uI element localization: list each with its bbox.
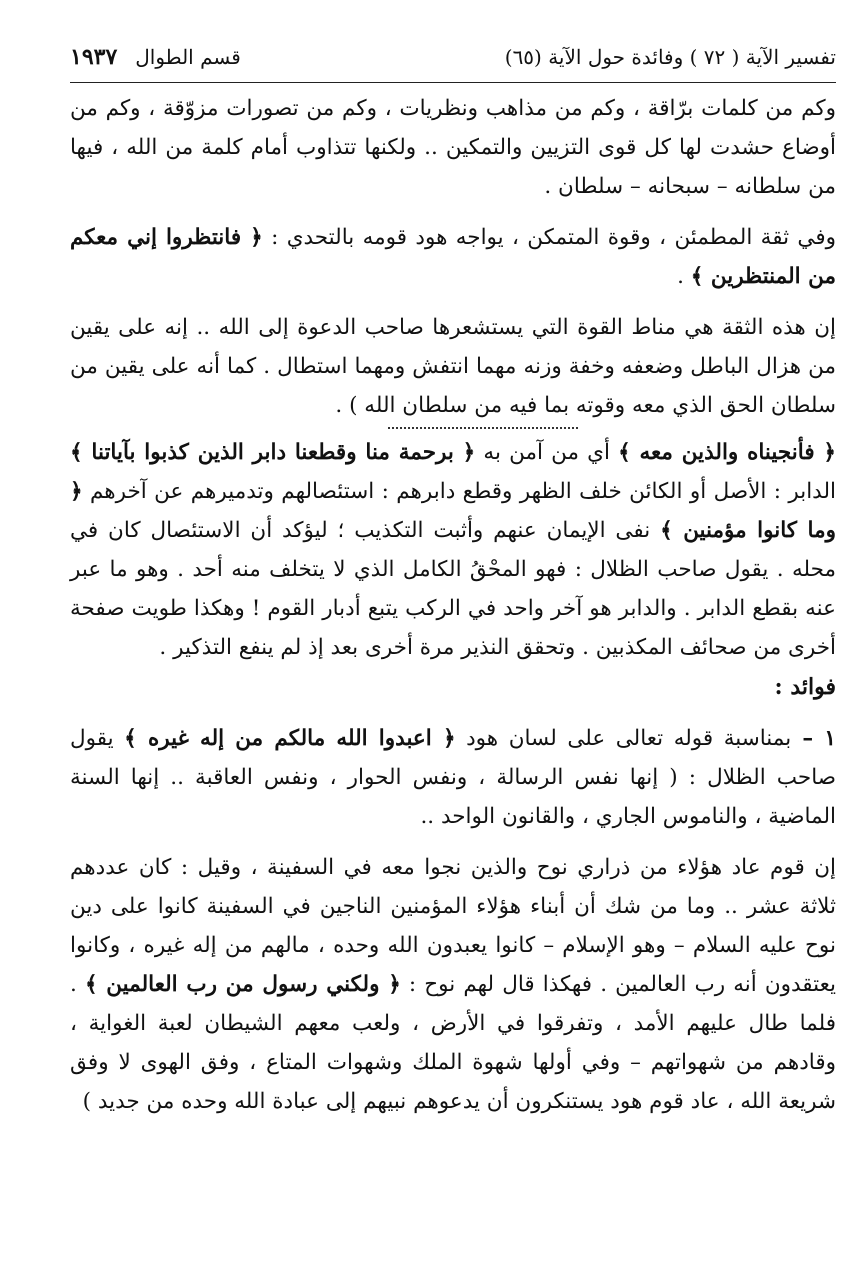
- paragraph-text: نفى الإيمان عنهم وأثبت التكذيب ؛ ليؤكد أن الاستئصال كان في محله . يقول صاحب الظلال : فهو المحْقُ الكامل الذي لا يتخلف منه أحد . وهو ما عبر عنه بقطع الدابر . والدابر هو آخر واحد في الركب يتبع أدبار القوم ! وهكذا طويت صفحة أخرى من صحائف المكذبين . وتحقق النذير مرة أخرى بعد إذ لم ينفع التذكير .: [70, 518, 836, 660]
- page-number: ١٩٣٧: [70, 44, 118, 70]
- paragraph-benefit-1: [70, 719, 836, 836]
- dotted-separator: [388, 427, 578, 429]
- header-rule: [70, 82, 836, 83]
- paragraph-3: [70, 308, 836, 425]
- quran-quote: ﴿ ولكني رسول من رب العالمين ﴾: [84, 972, 401, 997]
- paragraph-text: يقول صاحب الظلال : ( إنها نفس الرسالة ، ونفس الحوار ، ونفس العاقبة .. إنها السنة الماضية ، والناموس الجاري ، والقانون الواحد ..: [70, 726, 836, 829]
- paragraph-1: [70, 89, 836, 206]
- quran-quote: ﴿ برحمة منا وقطعنا دابر الذين كذبوا بآياتنا ﴾: [70, 440, 476, 465]
- paragraph-text: أي من آمن به: [475, 440, 619, 465]
- paragraph-text: إن قوم عاد هؤلاء من ذراري نوح والذين نجوا معه في السفينة ، وقيل : كان عددهم ثلاثة عشر .. وما من شك أن أبناء هؤلاء المؤمنين الناجين في السفينة كانوا على دين نوح عليه السلام – وهو الإسلام – كانوا يعبدون الله وحده ، مالهم من إله غيره ، وكانوا يعتقدون أنه رب العالمين . فهكذا قال لهم نوح :: [70, 855, 837, 997]
- paragraph-7: [70, 848, 836, 1121]
- paragraph-4: [70, 433, 836, 667]
- section-heading: فوائد :: [774, 674, 836, 700]
- section-name: قسم الطوال: [135, 45, 241, 69]
- running-title: تفسير الآية ( ٧٢ ) وفائدة حول الآية (٦٥): [504, 45, 836, 69]
- paragraph-text: الدابر : الأصل أو الكائن خلف الظهر وقطع دابرهم : استئصالهم وتدميرهم عن آخرهم: [82, 479, 836, 504]
- paragraph-text: وكم من كلمات برّاقة ، وكم من مذاهب ونظريات ، وكم من تصورات مزوّقة ، وكم من أوضاع حشدت لها كل قوى التزيين والتمكين .. ولكنها تتذاوب أمام كلمة من الله ، فيها من سلطانه – سبحانه – سلطان .: [70, 96, 836, 199]
- quran-quote: ﴿ وما كانوا مؤمنين ﴾: [70, 479, 836, 543]
- paragraph-text: . فلما طال عليهم الأمد ، وتفرقوا في الأرض ، ولعب معهم الشيطان لعبة الغواية ، وقادهم من شهواتهم – وفي أولها شهوة الملك وشهوات المتاع ، وفق الهوى لا وفق شريعة الله ، عاد قوم هود يستنكرون أن يدعوهم نبيهم إلى عبادة الله وحده من جديد ): [70, 972, 836, 1114]
- paragraph-text: بمناسبة قوله تعالى على لسان هود: [455, 726, 792, 751]
- quran-quote: ﴿ فانتظروا إني معكم من المنتظرين ﴾: [70, 225, 836, 289]
- paragraph-text: وفي ثقة المطمئن ، وقوة المتمكن ، يواجه هود قومه بالتحدي :: [262, 225, 836, 250]
- running-header: [70, 44, 836, 82]
- quran-quote: ١ –: [791, 726, 836, 751]
- quran-quote: ﴿ فأنجيناه والذين معه ﴾: [618, 440, 836, 465]
- quran-quote: ﴿ اعبدوا الله مالكم من إله غيره ﴾: [124, 726, 456, 751]
- paragraph-text: إن هذه الثقة هي مناط القوة التي يستشعرها صاحب الدعوة إلى الله .. إنه على يقين من هزال الباطل وضعفه وخفة وزنه مهما انتفش ومهما استطال . كما أنه على يقين من سلطان الحق الذي معه وقوته بما فيه من سلطان الله ) .: [70, 315, 836, 418]
- book-page: [70, 44, 836, 1250]
- paragraph-2: [70, 218, 836, 296]
- paragraph-text: .: [677, 264, 691, 289]
